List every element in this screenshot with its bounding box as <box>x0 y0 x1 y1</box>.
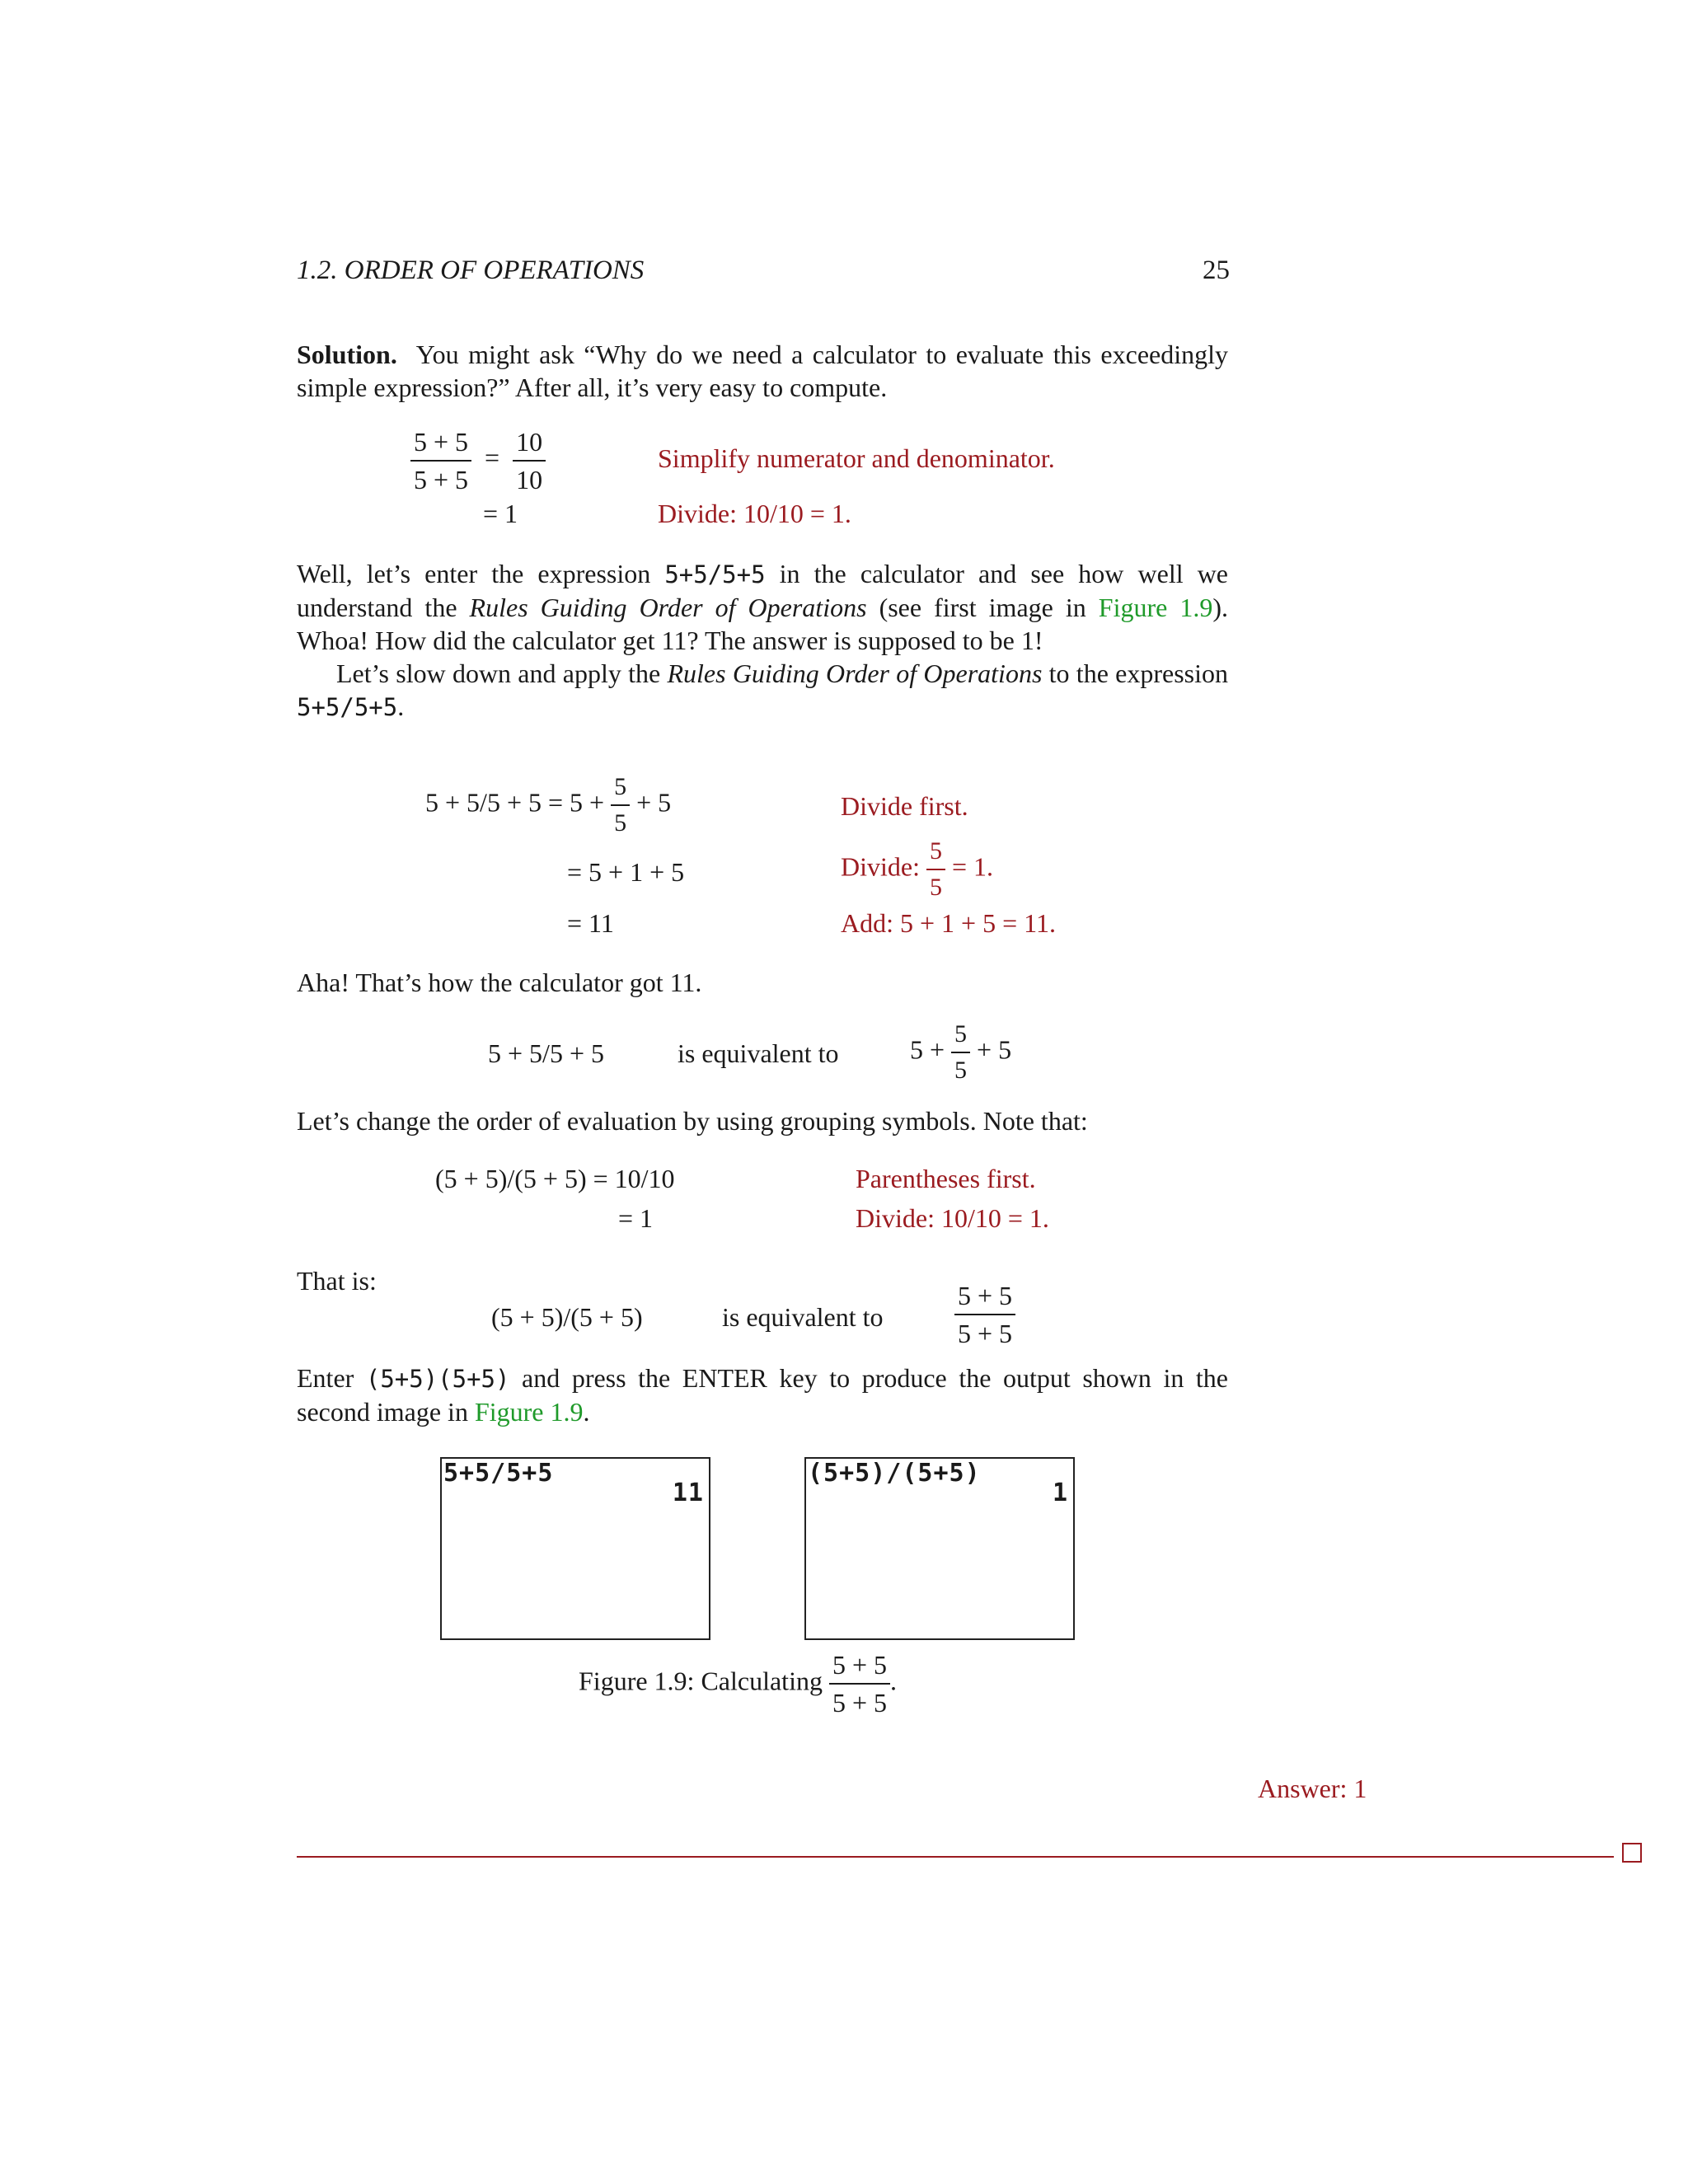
para2-rules: Rules Guiding Order of Operations <box>469 593 867 622</box>
eq3-line2: = 1 <box>618 1203 654 1233</box>
caption-frac-num: 5 + 5 <box>829 1652 890 1685</box>
eq1-line2: = 1 <box>483 499 518 528</box>
equiv1-middle: is equivalent to <box>678 1038 839 1068</box>
eq2-frac-num: 5 <box>611 775 630 806</box>
para3-code: 5+5/5+5 <box>297 693 398 721</box>
eq1-lhs-num: 5 + 5 <box>410 429 471 462</box>
eq2-note2-label: Divide: <box>841 851 920 882</box>
screen2-output: 1 <box>1052 1479 1068 1507</box>
equiv1-frac-num: 5 <box>951 1022 970 1053</box>
eq2-line3: = 11 <box>567 908 614 938</box>
answer-label: Answer: 1 <box>1258 1774 1367 1803</box>
para2-text-4: ). Whoa! How did the calculator get 11? The answer is supposed to be 1! <box>297 593 1229 655</box>
para2-text-1: Well, let’s enter the expression <box>297 559 665 588</box>
equiv2-fraction <box>954 1282 1015 1347</box>
equiv1-left: 5 + 5/5 + 5 <box>488 1038 604 1068</box>
screen1-output: 11 <box>672 1479 704 1507</box>
para3-rules: Rules Guiding Order of Operations <box>667 658 1043 688</box>
eq2-frac-den: 5 <box>614 809 627 837</box>
equiv1-right <box>910 1022 1011 1083</box>
qed-box-icon <box>1622 1843 1642 1863</box>
equiv1-right-tail: + 5 <box>977 1034 1012 1065</box>
enter-code: (5+5)(5+5) <box>365 1365 510 1393</box>
equiv2-frac-num: 5 + 5 <box>954 1282 1015 1315</box>
eq2-note3: Add: 5 + 1 + 5 = 11. <box>841 908 1056 938</box>
equiv1-right-head: 5 + <box>910 1034 945 1065</box>
caption-period: . <box>890 1666 897 1696</box>
eq2-note2-den: 5 <box>929 874 942 901</box>
para3-text-1: Let’s slow down and apply the <box>336 658 668 688</box>
caption-text: Figure 1.9: Calculating <box>579 1666 823 1696</box>
para2-code: 5+5/5+5 <box>664 560 766 588</box>
explanation-paragraph <box>297 557 1228 724</box>
solution-end-rule <box>297 1856 1614 1858</box>
caption-fraction <box>829 1652 890 1716</box>
eq1-fraction-line <box>410 429 546 493</box>
enter-text-3: . <box>583 1397 590 1427</box>
figure-ref-link-2[interactable]: Figure 1.9 <box>474 1397 584 1427</box>
eq1-lhs-den: 5 + 5 <box>414 465 469 494</box>
equiv2-frac-den: 5 + 5 <box>958 1319 1013 1348</box>
equiv1-frac-den: 5 <box>954 1057 968 1084</box>
calculator-screen-2 <box>804 1457 1075 1640</box>
solution-label: Solution. <box>297 340 397 369</box>
calculator-screen-1 <box>440 1457 710 1640</box>
figure-caption <box>579 1652 897 1716</box>
eq2-fraction <box>611 775 630 836</box>
caption-frac-den: 5 + 5 <box>832 1688 887 1718</box>
eq2-line2: = 5 + 1 + 5 <box>567 857 685 887</box>
eq1-note1: Simplify numerator and denominator. <box>658 443 1055 473</box>
eq2-note2-tail: = 1. <box>951 851 994 882</box>
eq3-line1: (5 + 5)/(5 + 5) = 10/10 <box>435 1164 675 1193</box>
equiv1-fraction <box>951 1022 970 1083</box>
page-number: 25 <box>1203 255 1230 285</box>
eq2-note2-fraction <box>926 839 945 900</box>
eq2-tail: + 5 <box>636 787 672 818</box>
eq1-note2: Divide: 10/10 = 1. <box>658 499 851 528</box>
aha-line: Aha! That’s how the calculator got 11. <box>297 968 702 997</box>
solution-intro: You might ask “Why do we need a calculator to evaluate this exceedingly simple expression?” After all, it’s very easy to compute. <box>297 340 1229 402</box>
eq2-note2 <box>841 839 993 900</box>
screen1-input: 5+5/5+5 <box>443 1459 554 1488</box>
equiv2-middle: is equivalent to <box>722 1302 884 1332</box>
para2-text-3: (see first image in <box>866 593 1099 622</box>
eq3-note2: Divide: 10/10 = 1. <box>856 1203 1049 1233</box>
eq1-lhs-fraction <box>410 429 471 493</box>
para3-text-2: to the expression <box>1042 658 1229 688</box>
solution-paragraph <box>297 338 1228 404</box>
equiv2-right <box>954 1282 1015 1347</box>
that-is-line: That is: <box>297 1266 377 1296</box>
eq1-rhs-den: 10 <box>516 465 543 494</box>
para3-text-3: . <box>397 691 405 721</box>
eq2-lhs: 5 + 5/5 + 5 = 5 + <box>425 787 605 818</box>
para2-text-2: in the calculator and see how well we understand the <box>297 559 1228 622</box>
equiv2-left: (5 + 5)/(5 + 5) <box>491 1302 643 1332</box>
eq2-note2-num: 5 <box>926 839 945 870</box>
eq1-rhs-num: 10 <box>513 429 546 462</box>
eq1-rhs-fraction <box>513 429 546 493</box>
eq3-note1: Parentheses first. <box>856 1164 1036 1193</box>
eq1-equals: = <box>485 443 500 473</box>
enter-paragraph <box>297 1361 1228 1428</box>
eq2-line1 <box>425 775 671 836</box>
eq2-note1: Divide first. <box>841 791 968 821</box>
screen2-input: (5+5)/(5+5) <box>808 1459 981 1488</box>
change-line: Let’s change the order of evaluation by using grouping symbols. Note that: <box>297 1106 1088 1136</box>
running-header: 1.2. ORDER OF OPERATIONS <box>297 255 645 285</box>
enter-text-2: and press the ENTER key to produce the output shown in the second image in <box>297 1363 1229 1427</box>
figure-ref-link[interactable]: Figure 1.9 <box>1098 593 1213 622</box>
enter-text-1: Enter <box>297 1363 366 1393</box>
